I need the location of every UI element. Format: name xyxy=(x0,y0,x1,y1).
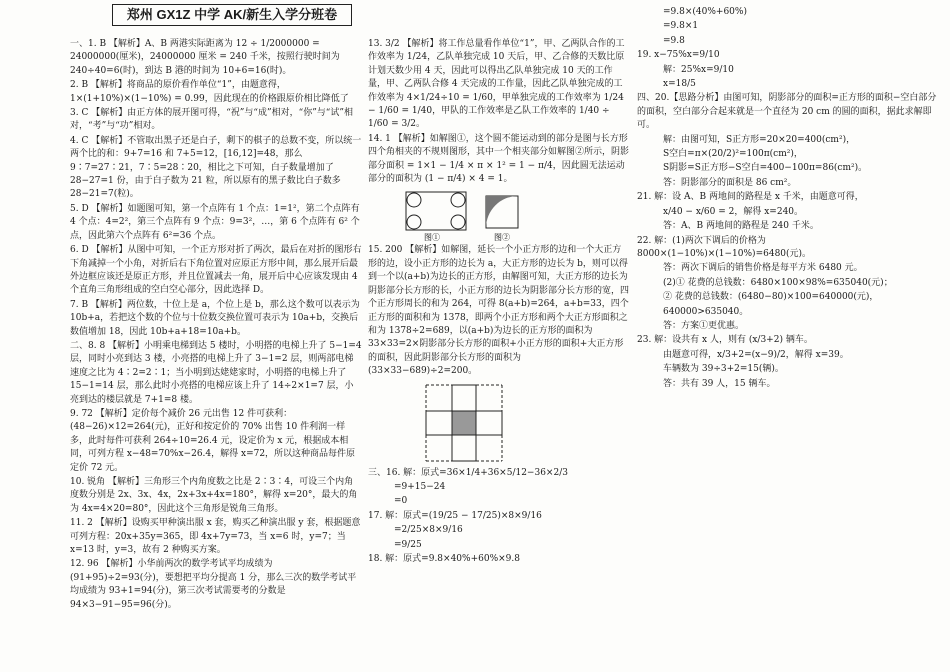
calc-line: x/40 − x/60 = 2，解得 x=240。 xyxy=(663,206,804,217)
answer-item: 12. 96 【解析】小华前两次的数学考试平均成绩为(91+95)÷2=93(分)，要想把平均分提高 1 分，那么三次的数学考试平均成绩为 93+1=94(分)，第三次考试需要考的分数是 94×3−91−95=96(分)。 xyxy=(70,559,357,610)
figure-15 xyxy=(368,383,630,465)
figure-label-1: 图① xyxy=(424,233,440,243)
answer-item: 23. 解：设共有 x 人，则有 (x/3+2) 辆车。 xyxy=(637,335,813,346)
answer-item: 14. 1 【解析】如解图①，这个圆不能运动到的部分是图与长方形四个角相夹的不规则图形，其中一个相夹部分如解图②所示，阴影部分面积 = 1×1 − 1/4 × π × 1² = 1 − π/4，因此圆无法运动部分的面积为 (1 − π/4) × 4 = 1。 xyxy=(368,133,630,185)
answer-item: 10. 锐角 【解析】三角形三个内角度数之比是 2∶3∶4，可设三个内角度数分别是 2x、3x、4x，2x+3x+4x=180°，解得 x=20°，最大的角为 4x=4×20=80°，因此这个三角形是锐角三角形。 xyxy=(70,477,358,514)
answer-item: 15. 200 【解析】如解图，延长一个小正方形的边和一个大正方形的边，设小正方形的边长为 a，大正方形的边长为 b，则可以得到一个以(a+b)为边长的正方形，由解图可知，大正方形的边长为阴影部分长方形的长，小正方形的边长为阴影部分长方形的宽，四个正方形周长的和为 264，可得 8(a+b)=264，a+b=33，四个正方形的面积和为 1378，即两个小正方形和两个大正方形面积之和为 1378÷2=689，以(a+b)为边长的正方形的面积为 33×33=2×阴影部分长方形的面积+小正方形的面积+大正方形的面积，因此阴影部分长方形的面积为(33×33−689)÷2=200。 xyxy=(368,245,630,377)
circle-shape xyxy=(407,215,421,229)
calc-line: S阴影=S正方形−S空白=400−100π=86(cm²)。 xyxy=(663,163,868,174)
figure-14-drawing xyxy=(368,190,568,242)
answer-item: 9. 72 【解析】定价每个减价 26 元出售 12 件可获利：(48−26)×12=264(元)，正好和按定价的 70% 出售 10 件利润一样多，此时每件可获利 264÷10=26.4 元，设定价为 x 元，根据成本相同，可列方程 x−48=70%x−26.4，解得 x=72，所以这种商品每件原定价 72 元。 xyxy=(70,408,356,473)
shaded-rectangle xyxy=(452,411,476,435)
column-middle xyxy=(368,38,630,567)
square-shape xyxy=(452,385,476,411)
square-shape xyxy=(452,435,476,461)
answer-item: 13. 3/2 【解析】将工作总量看作单位“1”，甲、乙两队合作的工作效率为 1/24，乙队单独完成 10 天后，甲、乙合修的天数比原计划天数少用 4 天，因此可以得出乙队单独完成 10 天的工作量，甲、乙两队合修 4 天完成的工作量，因此乙队单独完成的工作效率为 4×1/24÷10 = 1/60，甲单独完成的工作效率为 1/24 − 1/60 = 1/40，甲队的工作效率是乙队工作效率的 1/40 ÷ 1/60 = 3/2。 xyxy=(368,39,627,130)
calc-line: 解：25%x=9/10 xyxy=(663,64,734,75)
answer-item: 3. C 【解析】由正方体的展开图可得，“祝”与“成”相对，“你”与“试”相对，“考”与“功”相对。 xyxy=(70,108,354,132)
calc-line: =9.8 xyxy=(663,35,685,46)
calc-line: =0 xyxy=(394,496,408,507)
calc-line: S空白=π×(20/2)²=100π(cm²)， xyxy=(663,149,803,160)
calc-line: 19. x−75%x=9/10 xyxy=(637,50,720,61)
calc-line: x=18/5 xyxy=(663,79,696,90)
answer-item: 5. D 【解析】如题图可知，第一个点阵有 1 个点：1=1²，第二个点阵有 4 个点：4=2²，第三个点阵有 9 个点：9=3²，…，第 6 个点阵有 6² 个点，因此第六个点阵有 6²=36 个点。 xyxy=(70,203,363,241)
calc-line: 答：阴影部分的面积是 86 cm²。 xyxy=(663,177,797,188)
calc-line: 由题意可得，x/3+2=(x−9)/2，解得 x=39。 xyxy=(663,349,849,360)
circle-shape xyxy=(451,193,465,207)
column-left xyxy=(70,38,365,613)
circle-shape xyxy=(451,215,465,229)
page-title: 郑州 GX1Z 中学 AK/新生入学分班卷 xyxy=(112,4,352,26)
answer-item: 2. B 【解析】将商品的原价看作单位“1”，由题意得，1×(1+10%)×(1−10%) = 0.99，因此现在的价格跟原价相比降低了 xyxy=(70,80,349,104)
circle-shape xyxy=(407,193,421,207)
calc-line: 18. 解：原式=9.8×40%+60%×9.8 xyxy=(368,553,520,564)
answer-item: 11. 2 【解析】设购买甲种演出服 x 套，购买乙种演出服 y 套，根据题意可列方程：20x+35y=365，即 4x+7y=73，当 x=6 时，y=7；当 x=13 时，y=3，故有 2 种购买方案。 xyxy=(70,518,361,556)
calc-line: 640000>635040。 xyxy=(663,306,749,317)
figure-14 xyxy=(368,190,630,242)
answer-item: 一、1. B 【解析】A、B 两港实际距离为 12 ÷ 1/2000000 = 24000000(厘米)，24000000 厘米 = 240 千米，按照行驶时间为 240÷40=6(时)，到达 B 港的时间为 10+6=16(时)。 xyxy=(70,39,343,76)
calc-line: 车辆数为 39÷3+2=15(辆)。 xyxy=(663,364,784,375)
calc-line: 答：两次下调后的销售价格是每平方米 6480 元。 xyxy=(663,263,863,274)
answer-item: 四、20.【思路分析】由图可知，阴影部分的面积=正方形的面积−空白部分的面积，空白部分合起来就是一个直径为 20 cm 的圆的面积，据此求解即可。 xyxy=(637,93,937,131)
shaded-corner xyxy=(486,196,518,228)
calc-line: 三、16. 解：原式=36×1/4+36×5/12−36×2/3 xyxy=(368,467,568,478)
answer-item: 4. C 【解析】不管取出黑子还是白子，剩下的棋子的总数不变，所以统一两个比的和：9+7=16 和 7+5=12，[16,12]=48，那么 9∶7=27∶21，7∶5=28∶20，相比之下可知，白子数量增加了 28−27=1 份，由于白子数为 21 粒，所以原有的黑子数比白子数多 28−21=7(粒)。 xyxy=(70,135,362,200)
column-right xyxy=(637,6,942,392)
rectangle-shape xyxy=(406,192,466,230)
calc-line: 解：由图可知，S正方形=20×20=400(cm²)， xyxy=(663,134,856,145)
calc-line: ② 花费的总钱数：(6480−80)×100=640000(元)， xyxy=(663,292,879,303)
calc-line: 17. 解：原式=(19/25 − 17/25)×8×9/16 xyxy=(368,510,542,521)
answer-item: 二、8. 8 【解析】小明乘电梯到达 5 楼时，小明搭的电梯上升了 5−1=4 层，同时小亮到达 3 楼，小亮搭的电梯上升了 3−1=2 层，则两部电梯速度之比为 4∶2=2∶1；当小明到达姥姥家时，小明搭的电梯上升了 15−1=14 层，那么此时小亮搭的电梯应该上升了 14÷2×1=7 层，小亮到达的楼层就是 7+1=8 楼。 xyxy=(70,340,365,405)
calc-line: =9.8×(40%+60%) xyxy=(663,7,747,17)
answer-item: 6. D 【解析】从图中可知，一个正方形对折了两次，最后在对折的图形右下角减掉一个小角，对折后右下角位置对应原正方形中间，那么展开后最外边框应该还是原正方形，并且位置减去一角，展开后中心应该发现由 4 个直角三角形组成的空白空心部分，因此选择 D。 xyxy=(70,245,362,296)
answer-item: 22. 解：(1)两次下调后的价格为 8000×(1−10%)×(1−10%)=6480(元)。 xyxy=(637,235,812,259)
calc-line: =2/25×8×9/16 xyxy=(394,525,463,536)
figure-15-drawing xyxy=(368,383,568,465)
calc-line: (2)① 花费的总钱数：6480×100×98%=635040(元)； xyxy=(663,277,893,288)
calc-line: 答：方案①更优惠。 xyxy=(663,320,745,331)
calc-line: 答：A、B 两地间的路程是 240 千米。 xyxy=(663,221,819,232)
answer-item: 7. B 【解析】两位数，十位上是 a，个位上是 b，那么这个数可以表示为 10b+a，若把这个数的个位与十位数交换位置可表示为 10a+b，交换后数值增加 18，因此 10b+a+18=10a+b。 xyxy=(70,299,363,337)
figure-label-2: 图② xyxy=(494,233,510,243)
calc-line: =9.8×1 xyxy=(663,21,699,32)
calc-line: =9/25 xyxy=(394,539,422,550)
answer-item: 21. 解：设 A、B 两地间的路程是 x 千米，由题意可得， xyxy=(637,192,864,203)
calc-line: 答：共有 39 人，15 辆车。 xyxy=(663,378,776,389)
calc-line: =9+15−24 xyxy=(394,481,446,492)
